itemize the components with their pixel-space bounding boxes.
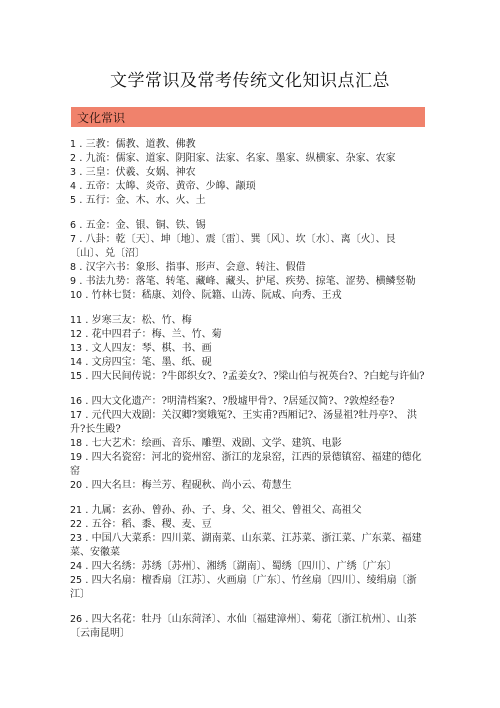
list-item xyxy=(70,479,430,493)
item-text: . 四大名瓷窑：河北的瓷州窑、浙江的龙泉窑，江西的景德镇窑、福建的德化窑 xyxy=(70,452,422,477)
list-item xyxy=(70,261,430,275)
item-number: 7 xyxy=(70,234,77,245)
item-text: . 文房四宝：笔、墨、纸、砚 xyxy=(82,357,212,368)
item-number: 25 xyxy=(70,575,83,586)
item-number: 12 xyxy=(70,329,83,340)
item-number: 11 xyxy=(70,315,83,326)
list-item xyxy=(70,532,430,560)
item-text: . 九属：玄孙、曾孙、孙、子、身、父、祖父、曾祖父、高祖父 xyxy=(82,505,362,516)
item-text: . 五谷：稻、黍、稷、麦、豆 xyxy=(82,519,212,530)
list-item xyxy=(70,395,430,409)
list-item xyxy=(70,180,430,194)
item-text: . 文人四友：琴、棋、书、画 xyxy=(82,343,212,354)
list-item xyxy=(70,518,430,532)
item-text: . 九流：儒家、道家、阴阳家、法家、名家、墨家、纵横家、杂家、农家 xyxy=(76,153,396,164)
page-title: 文学常识及常考传统文化知识点汇总 xyxy=(110,71,390,91)
list-item xyxy=(70,560,430,574)
item-text: . 五行：金、木、水、火、土 xyxy=(76,195,206,206)
item-number: 18 xyxy=(70,438,83,449)
group-gap xyxy=(70,208,430,219)
list-item xyxy=(70,289,430,303)
item-number: 21 xyxy=(70,505,83,516)
item-text: . 元代四大戏剧：关汉卿?窦娥冤?、王实甫?西厢记?、汤显祖?牡丹亭?、 洪升?长生殿? xyxy=(70,410,417,435)
item-text: . 书法九势：落笔、转笔、藏峰、藏头、护尾、疾势、掠笔、涩势、横鳞竖勒 xyxy=(76,276,416,287)
list-item xyxy=(70,356,430,370)
item-number: 10 xyxy=(70,290,83,301)
list-item xyxy=(70,152,430,166)
item-text: . 花中四君子：梅、兰、竹、菊 xyxy=(82,329,222,340)
list-item xyxy=(70,370,430,384)
item-number: 16 xyxy=(70,396,83,407)
item-text: . 四大文化遗产：?明清档案?、?殷墟甲骨?、?居延汉简?、?敦煌经卷? xyxy=(82,396,395,407)
item-number: 13 xyxy=(70,343,83,354)
list-item xyxy=(70,574,430,602)
list-item xyxy=(70,437,430,451)
group-gap xyxy=(70,602,430,613)
list-item xyxy=(70,409,430,437)
list-item xyxy=(70,314,430,328)
item-text: . 三皇：伏羲、女娲、神农 xyxy=(76,167,196,178)
item-text: . 四大名绣：苏绣〔苏州〕、湘绣〔湖南〕、蜀绣〔四川〕、广绣〔广东〕 xyxy=(82,561,397,572)
item-text: . 四大名旦：梅兰芳、程砚秋、尚小云、荀慧生 xyxy=(82,480,292,491)
list-item xyxy=(70,138,430,152)
item-text: . 中国八大菜系：四川菜、湖南菜、山东菜、江苏菜、浙江菜、广东菜、福建菜、安徽菜 xyxy=(70,533,422,558)
list-item xyxy=(70,328,430,342)
item-number: 15 xyxy=(70,371,83,382)
list-item xyxy=(70,194,430,208)
item-text: . 五帝：太皞、炎帝、黄帝、少皞、颛顼 xyxy=(76,181,256,192)
item-number: 19 xyxy=(70,452,83,463)
list-item xyxy=(70,166,430,180)
item-number: 22 xyxy=(70,519,83,530)
group-gap xyxy=(70,493,430,504)
item-number: 5 xyxy=(70,195,77,206)
item-text: . 七大艺术：绘画、音乐、雕塑、戏剧、文学、建筑、电影 xyxy=(82,438,342,449)
item-number: 6 xyxy=(70,220,77,231)
item-text: . 四大名花：牡丹〔山东菏泽〕、水仙〔福建漳州〕、菊花〔浙江杭州〕、山茶〔云南昆明〕 xyxy=(70,614,417,639)
item-number: 1 xyxy=(70,139,77,150)
section-heading: 文化常识 xyxy=(77,111,126,125)
item-number: 23 xyxy=(70,533,83,544)
list-item xyxy=(70,504,430,518)
list-item xyxy=(70,451,430,479)
item-number: 3 xyxy=(70,167,77,178)
item-number: 20 xyxy=(70,480,83,491)
item-number: 9 xyxy=(70,276,77,287)
item-text: . 八卦：乾〔天〕、坤〔地〕、震〔雷〕、巽〔风〕、坎〔水〕、离〔火〕、艮〔山〕、兑〔沼〕 xyxy=(70,234,396,259)
knowledge-list xyxy=(70,138,430,641)
item-number: 4 xyxy=(70,181,77,192)
item-number: 26 xyxy=(70,614,83,625)
list-item xyxy=(70,219,430,233)
item-number: 17 xyxy=(70,410,83,421)
item-number: 2 xyxy=(70,153,77,164)
item-text: . 竹林七贤：嵇康、刘伶、阮籍、山涛、阮咸、向秀、王戎 xyxy=(82,290,342,301)
group-gap xyxy=(70,384,430,395)
list-item xyxy=(70,275,430,289)
list-item xyxy=(70,233,430,261)
group-gap xyxy=(70,303,430,314)
item-text: . 五金：金、银、铜、铁、锡 xyxy=(76,220,206,231)
item-text: . 汉字六书：象形、指事、形声、会意、转注、假借 xyxy=(76,262,306,273)
item-text: . 三教：儒教、道教、佛教 xyxy=(76,139,196,150)
item-number: 24 xyxy=(70,561,83,572)
item-text: . 岁寒三友：松、竹、梅 xyxy=(82,315,192,326)
list-item xyxy=(70,613,430,641)
list-item xyxy=(70,342,430,356)
item-text: . 四大名扇：檀香扇〔江苏〕、火画扇〔广东〕、竹丝扇〔四川〕、绫绢扇〔浙江〕 xyxy=(70,575,417,600)
item-number: 8 xyxy=(70,262,77,273)
item-text: . 四大民间传说：?牛郎织女?、?孟姜女?、?梁山伯与祝英台?、?白蛇与许仙? xyxy=(82,371,425,382)
item-number: 14 xyxy=(70,357,83,368)
section-banner xyxy=(71,107,425,127)
